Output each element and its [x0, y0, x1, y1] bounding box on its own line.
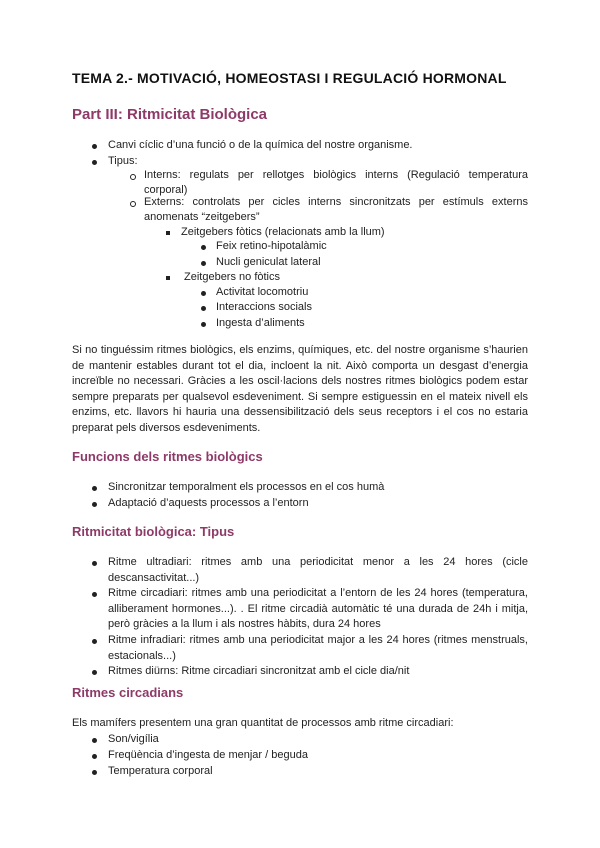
list-item-type-diurnal: Ritmes diürns: Ritme circadiari sincronitzat amb el cicle dia/nit [108, 665, 410, 677]
bullet-square [166, 231, 170, 235]
list-item-function-1: Sincronitzar temporalment els processos en el cos humà [108, 481, 385, 493]
bullet-disc [92, 738, 97, 743]
list-item-type-circadian: Ritme circadiari: ritmes amb una periodicitat a l’entorn de les 24 hores (temperatura, alliberament hormones...). . El ritme circadià automàtic té una durada de 24h i mitja, però gràcies a la llum i als nostres hàbits, dura 24 hores [108, 587, 528, 631]
bullet-disc [92, 770, 97, 775]
list-item-nonphotic-3: Ingesta d’aliments [216, 317, 305, 329]
list-item-external-line-2: anomenats “zeitgebers” [144, 211, 260, 223]
document-title: TEMA 2.- MOTIVACIÓ, HOMEOSTASI I REGULACIÓ HORMONAL [72, 70, 507, 86]
bullet-disc [201, 261, 206, 266]
list-item-nonphotic-2: Interaccions socials [216, 301, 312, 313]
bullet-circle [130, 201, 136, 207]
list-item-internal-line-1: Interns: regulats per rellotges biològics interns (Regulació temperatura [144, 169, 528, 181]
section-heading-functions: Funcions dels ritmes biològics [72, 449, 263, 464]
section-heading-circadian: Ritmes circadians [72, 685, 184, 700]
bullet-disc [201, 322, 206, 327]
list-item-function-2: Adaptació d’aquests processos a l’entorn [108, 497, 309, 509]
list-item-circadian-2: Freqüència d’ingesta de menjar / beguda [108, 749, 308, 761]
list-item-nonphotic: Zeitgebers no fòtics [184, 271, 280, 283]
circadian-intro: Els mamífers presentem una gran quantitat de processos amb ritme circadiari: [72, 717, 454, 729]
bullet-disc [201, 291, 206, 296]
body-paragraph: Si no tinguéssim ritmes biològics, els enzims, químiques, etc. del nostre organisme s’haurien de mantenir estables durant tot el dia, incloent la nit. Això comporta un desgast d’energia increïble no necessari. Gràcies a les oscil·lacions dels nostres ritmes biològics podem estar sempre preparats per qualsevol esdeveniment. Si sempre estiguessin en el mateix nivell els enzims, etc. llavors hi hauria una dessensibilització dels seus receptors i el cos no estaria preparat pels diversos esdeveniments. [72, 344, 528, 434]
bullet-disc [92, 592, 97, 597]
bullet-circle [130, 174, 136, 180]
list-item-nonphotic-1: Activitat locomotriu [216, 286, 309, 298]
bullet-disc [92, 144, 97, 149]
list-item-type-ultradian: Ritme ultradiari: ritmes amb una periodicitat menor a les 24 hores (cicle descansactivitat...) [108, 556, 528, 584]
list-item-photic-2: Nucli geniculat lateral [216, 256, 321, 268]
section-heading-types: Ritmicitat biològica: Tipus [72, 524, 235, 539]
bullet-disc [92, 754, 97, 759]
bullet-disc [92, 160, 97, 165]
bullet-disc [92, 670, 97, 675]
list-item-circadian-3: Temperatura corporal [108, 765, 213, 777]
bullet-disc [201, 245, 206, 250]
list-item-types: Tipus: [108, 155, 138, 167]
list-item-definition: Canvi cíclic d’una funció o de la química del nostre organisme. [108, 139, 413, 151]
list-item-type-infradian: Ritme infradiari: ritmes amb una periodicitat major a les 24 hores (ritmes menstruals, estacionals...) [108, 634, 528, 662]
bullet-disc [92, 561, 97, 566]
bullet-disc [201, 306, 206, 311]
list-item-internal-line-2: corporal) [144, 184, 188, 196]
list-item-external-line-1: Externs: controlats per cicles interns sincronitzats per estímuls externs [144, 196, 528, 208]
bullet-disc [92, 502, 97, 507]
part-heading: Part III: Ritmicitat Biològica [72, 106, 268, 123]
list-item-photic-1: Feix retino-hipotalàmic [216, 240, 327, 252]
bullet-disc [92, 486, 97, 491]
list-item-circadian-1: Son/vigília [108, 733, 159, 745]
bullet-disc [92, 639, 97, 644]
list-item-photic: Zeitgebers fòtics (relacionats amb la llum) [181, 226, 385, 238]
bullet-square [166, 276, 170, 280]
